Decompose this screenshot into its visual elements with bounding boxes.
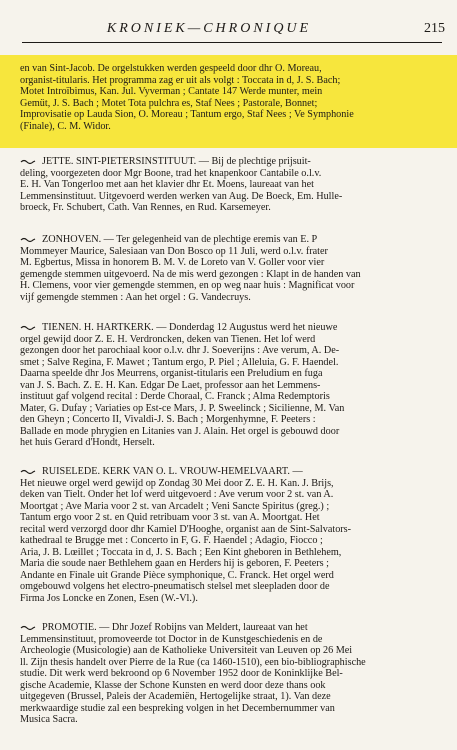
flourish-dash-icon (20, 158, 36, 166)
text-line: recital werd verzorgd door dhr Kamiel D'Hooghe, organist aan de Sint-Salvators- (20, 523, 352, 535)
text-line: Musica Sacra. (20, 714, 78, 725)
text-line: Het nieuwe orgel werd gewijd op Zondag 30 Mei door Z. E. H. Kan. J. Brijs, (20, 477, 334, 489)
text-line: Firma Jos Loncke en Zonen, Esen (W.-Vl.). (20, 592, 198, 604)
flourish-dash-icon (20, 324, 36, 332)
section-text (20, 322, 442, 449)
text-line (20, 322, 442, 334)
text-line: Andante en Finale uit Grande Pièce symphonique, C. Franck. Het orgel werd (20, 569, 334, 581)
running-header (0, 19, 457, 43)
text-line: instituut gaf volgend recital : Derde Choraal, C. Franck ; Alma Redemptoris (20, 391, 330, 402)
section-text (20, 156, 442, 214)
text-line: smet ; Salve Regina, F. Mawet ; Tantum ergo, P. Piel ; Alleluia, G. F. Haendel. (20, 356, 339, 368)
section-text (20, 622, 442, 726)
text-line: Gemüt, J. S. Bach ; Motet Tota pulchra es, Staf Nees ; Pastorale, Bonnet; (20, 97, 318, 109)
text-line: Maria die soude naer Bethlehem gaan en Herders hij is geboren, F. Peeters ; (20, 558, 329, 569)
text-line: vijf gemengde stemmen : Aan het orgel : G. Vandecruys. (20, 291, 251, 303)
text-line: kathedraal te Brugge met : Concerto in F, G. F. Haendel ; Adagio, Fiocco ; (20, 535, 323, 546)
text-line (20, 156, 442, 168)
text-line: Moortgat ; Ave Maria voor 2 st. van Arcadelt ; Veni Sancte Spiritus (greg.) ; (20, 500, 330, 512)
text-line-content: JETTE. SINT-PIETERSINSTITUUT. — Bij de plechtige prijsuit- (42, 156, 311, 167)
highlighted-text (20, 63, 442, 132)
text-line: E. H. Van Tongerloo met aan het klavier dhr Et. Moens, laureaat van het (20, 179, 314, 190)
text-line-content: RUISELEDE. KERK VAN O. L. VROUW-HEMELVAART. — (42, 466, 303, 477)
text-line: Aria, J. B. Lœillet ; Toccata in d, J. S. Bach ; Een Kint gheboren in Bethlehem, (20, 546, 342, 558)
text-line: H. Clemens, voor vier gemengde stemmen, en op weg naar huis : Magnificat voor (20, 280, 355, 291)
text-line: van J. S. Bach. Z. E. H. Kan. Edgar De Laet, professor aan het Lemmens- (20, 379, 321, 391)
text-line: orgel gewijd door Z. E. H. Verdroncken, deken van Tienen. Het lof werd (20, 333, 316, 345)
text-line: den Gheyn ; Concerto II, Vivaldi-J. S. Bach ; Morgenhymne, F. Peeters : (20, 414, 316, 425)
flourish-dash-icon (20, 468, 36, 476)
text-line: uitgegeven (Brussel, Paleis der Academiën, Hertogelijke straat, 1). Van deze (20, 691, 331, 702)
text-line-content: TIENEN. H. HARTKERK. — Donderdag 12 Augustus werd het nieuwe (42, 322, 338, 333)
flourish-dash-icon (20, 236, 36, 244)
text-line: deling, voorgezeten door Mgr Boone, trad het knapenkoor Cantabile o.l.v. (20, 167, 322, 179)
text-line: gemengde stemmen uitgevoerd. Na de mis werd gezongen : Klapt in de handen van (20, 268, 361, 280)
text-line: het huis Gerard d'Hondt, Herselt. (20, 437, 155, 448)
text-line: gische Academie, Klasse der Schone Kunsten en werd door deze thans ook (20, 679, 326, 691)
text-line: Ballade en mode phrygien en Litanies van J. Alain. Het orgel is gebouwd door (20, 425, 340, 437)
text-line: organist-titularis. Het programma zag er uit als volgt : Toccata in d, J. S. Bach; (20, 74, 341, 86)
text-line: omgebouwd volgens het electro-pneumatisch stelsel met sleepladen door de (20, 581, 330, 592)
text-line: Improvisatie op Lauda Sion, O. Moreau ; Tantum ergo, Staf Nees ; Ve Symphonie (20, 109, 354, 120)
text-line: Mommeyer Maurice, Salesiaan van Don Bosco op 11 Juli, werd o.l.v. frater (20, 245, 328, 257)
text-line: Archeologie (Musicologie) aan de Katholieke Universiteit van Leuven op 26 Mei (20, 645, 353, 656)
text-line (20, 466, 442, 478)
header-rule (22, 42, 442, 43)
text-line: Lemmensinstituut, promoveerde tot Doctor in de Kunstgeschiedenis en de (20, 633, 323, 645)
text-line-content: ZONHOVEN. — Ter gelegenheid van de plechtige eremis van E. P (42, 234, 318, 245)
text-line: Mater, G. Dufay ; Variaties op Est-ce Mars, J. P. Sweelinck ; Sicilienne, M. Van (20, 402, 345, 414)
section-text (20, 466, 442, 604)
section-text (20, 234, 442, 303)
text-line: (Finale), C. M. Widor. (20, 120, 111, 132)
text-line: deken van Tielt. Onder het lof werd uitgevoerd : Ave verum voor 2 st. van A. (20, 489, 334, 500)
text-line: broeck, Fr. Schubert, Cath. Van Rennes, en Rud. Karsemeyer. (20, 202, 271, 213)
text-line: Motet Introïbimus, Kan. Jul. Vyverman ; Cantate 147 Werde munter, mein (20, 86, 323, 97)
text-line (20, 234, 442, 246)
text-line: Tantum ergo voor 2 st. en Quid retribuam voor 3 st. van A. Moortgat. Het (20, 512, 320, 523)
header-title: KRONIEK—CHRONIQUE (106, 21, 312, 36)
text-line: ll. Zijn thesis handelt over Pierre de la Rue (ca 1460-1510), een bio-bibliographische (20, 656, 366, 668)
text-line: Lemmensinstituut. Uitgevoerd werden werken van Aug. De Boeck, Em. Hulle- (20, 190, 343, 202)
text-line-content: PROMOTIE. — Dhr Jozef Robijns van Meldert, laureaat van het (42, 622, 308, 633)
text-line: M. Egbertus, Missa in honorem B. M. V. de Loreto van V. Goller voor vier (20, 257, 325, 268)
page-number: 215 (424, 21, 445, 36)
flourish-dash-icon (20, 624, 36, 632)
text-line (20, 622, 442, 634)
text-line: en van Sint-Jacob. De orgelstukken werden gespeeld door dhr O. Moreau, (20, 63, 322, 74)
text-line: gezongen door het parochiaal koor o.l.v. dhr J. Soeverijns : Ave verum, A. De- (20, 345, 340, 356)
text-line: studie. Dit werk werd bekroond op 6 November 1952 door de Koninklijke Bel- (20, 668, 343, 679)
text-line: Daarna speelde dhr Jos Meurrens, organist-titularis een Preludium en fuga (20, 368, 323, 379)
text-line: merkwaardige studie zal een bespreking volgen in het Decembernummer van (20, 702, 335, 714)
